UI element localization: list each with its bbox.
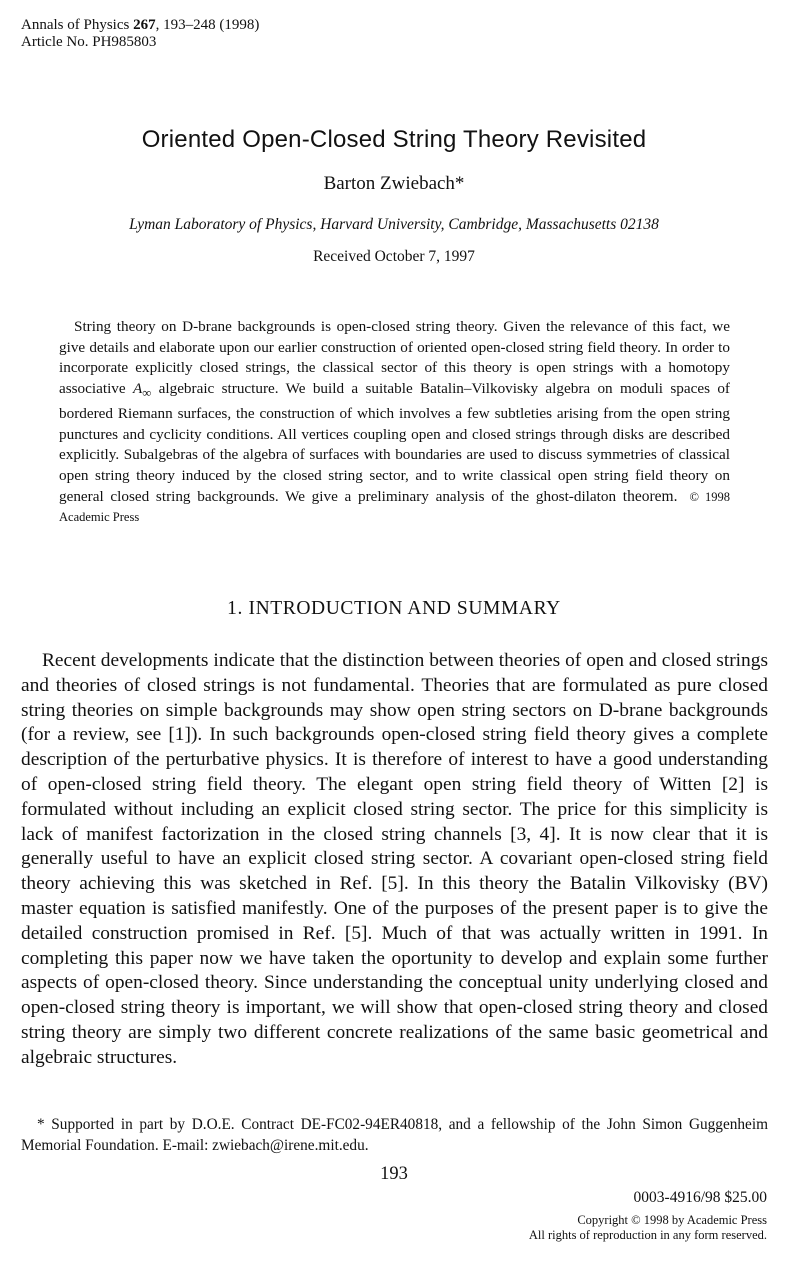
abstract-math-a: A bbox=[132, 380, 143, 398]
footnote: * Supported in part by D.O.E. Contract DE-FC02-94ER40818, and a fellowship of the John Simon Guggenheim Memorial Foundation. E-mail: zwiebach@irene.mit.edu. bbox=[21, 1116, 768, 1154]
section-heading: 1. INTRODUCTION AND SUMMARY bbox=[227, 598, 561, 619]
abstract-last-word: theorem. bbox=[622, 487, 678, 505]
body-paragraph: Recent developments indicate that the distinction between theories of open and closed strings and theories of closed strings is not fundamental. Theories that are formulated as pure closed string theories on simple backgrounds may show open string sectors on D-brane backgrounds (for a review, see [1]). In such backgrounds open-closed string field theory gives a complete description of the perturbative physics. It is therefore of interest to have a good understanding of open-closed string field theory. The elegant open string field theory of Witten [2] is formulated without including an explicit closed string sector. The price for this simplicity is lack of manifest factorization in the closed string channels [3, 4]. It is now clear that it is generally useful to have an explicit closed string sector. A covariant open-closed string field theory achieving this was sketched in Ref. [5]. In this theory the Batalin Vilkovisky (BV) master equation is satisfied manifestly. One of the purposes of the present paper is to give the detailed construction promised in Ref. [5]. Much of that was actually written in 1991. In completing this paper now we have taken the oportunity to develop and explain some further aspects of open-closed theory. Since understanding the conceptual unity underlying closed and open-closed string theory is important, we will show that open-closed string theory and closed string theory are simply two different concrete realizations of the same basic geometrical and algebraic structures. bbox=[21, 650, 768, 1068]
abstract-math-infinity: ∞ bbox=[142, 386, 152, 401]
author-name: Barton Zwiebach* bbox=[323, 173, 465, 194]
journal-pages-year: , 193–248 (1998) bbox=[155, 17, 260, 33]
issn-price: 0003-4916/98 $25.00 bbox=[633, 1189, 767, 1206]
copyright-block bbox=[529, 1213, 767, 1243]
abstract-text-part1: String theory on D-brane backgrounds is open-closed string theory. Given the relevance of this fact, we give details and elaborate upon our earlier construction of oriented open-closed string field theory. In order to incorporate explicitly closed strings, the classical sector of this theory is open strings with a homotopy associative bbox=[59, 318, 730, 398]
rights-line: All rights of reproduction in any form reserved. bbox=[528, 1228, 767, 1242]
page-number: 193 bbox=[380, 1164, 408, 1184]
author-affiliation: Lyman Laboratory of Physics, Harvard University, Cambridge, Massachusetts 02138 bbox=[129, 216, 659, 233]
journal-name: Annals of Physics bbox=[21, 17, 130, 33]
received-date: Received October 7, 1997 bbox=[313, 248, 475, 265]
article-number: Article No. PH985803 bbox=[21, 34, 157, 50]
paper-title: Oriented Open-Closed String Theory Revisited bbox=[141, 126, 647, 153]
journal-volume: 267 bbox=[133, 17, 156, 33]
journal-header bbox=[21, 17, 259, 51]
journal-citation bbox=[21, 17, 259, 34]
abstract bbox=[59, 317, 730, 528]
copyright-line: Copyright © 1998 by Academic Press bbox=[577, 1213, 767, 1227]
abstract-text-part2: algebraic structure. We build a suitable Batalin–Vilkovisky algebra on moduli spaces of bordered Riemann surfaces, the construction of which involves a few subtleties arising from the open string punctures and cyclicity conditions. All vertices coupling open and closed strings through disks are described explicitly. Subalgebras of the algebra of surfaces with boundaries are used to discuss symmetries of classical open string theory induced by the closed string sector, and to write classical open string field theory on general closed string backgrounds. We give a preliminary analysis of the ghost-dilaton bbox=[59, 380, 730, 505]
abstract-copyright: © 1998 Academic Press bbox=[59, 489, 731, 525]
